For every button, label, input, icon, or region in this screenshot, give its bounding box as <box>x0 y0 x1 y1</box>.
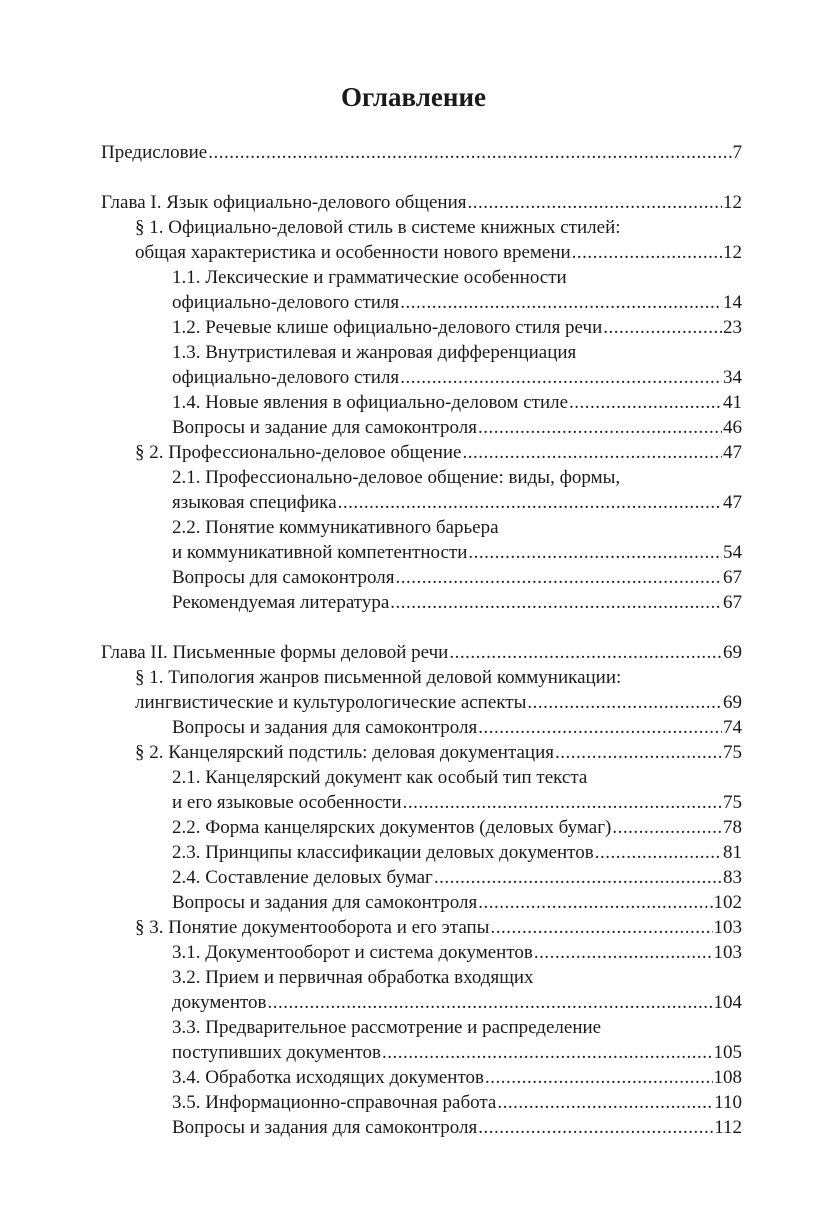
dot-leader <box>382 1040 712 1065</box>
toc-entry-title: и коммуникативной компетентности <box>172 542 468 563</box>
toc-entry-page-number: 74 <box>723 717 742 738</box>
dot-leader <box>468 540 722 565</box>
toc-entry-title: документов <box>172 992 267 1013</box>
toc-entry-page-number: 14 <box>723 292 742 313</box>
dot-leader <box>478 415 722 440</box>
toc-entry-title-line: § 1. Официально-деловой стиль в системе книжных стилей: <box>135 217 621 238</box>
toc-entry-page-number: 75 <box>723 742 742 763</box>
toc-entry-row <box>172 590 742 615</box>
toc-entry-title: 2.3. Принципы классификации деловых документов <box>172 842 594 863</box>
toc-entry-page-number: 12 <box>723 192 742 213</box>
toc-entry-row <box>172 715 742 740</box>
toc-entry-row <box>172 990 742 1015</box>
toc-entry-title: 3.5. Информационно-справочная работа <box>172 1092 497 1113</box>
toc-entry-page-number: 103 <box>713 942 742 963</box>
toc-entry-title: § 2. Канцелярский подстиль: деловая документация <box>135 742 554 763</box>
dot-leader <box>395 565 722 590</box>
toc-entry-page-number: 110 <box>714 1092 742 1113</box>
toc-entry-row <box>172 815 742 840</box>
toc-entry-page-number: 7 <box>732 142 742 163</box>
toc-entry-title: Глава II. Письменные формы деловой речи <box>101 642 449 663</box>
toc-entry-page-number: 112 <box>714 1117 742 1138</box>
toc-entry-title: Вопросы и задание для самоконтроля <box>172 417 477 438</box>
toc-entry[interactable] <box>101 190 742 215</box>
toc-entry[interactable] <box>172 840 742 865</box>
toc-entry-title: официально-делового стиля <box>172 292 400 313</box>
dot-leader <box>462 440 722 465</box>
dot-leader <box>478 1115 713 1140</box>
toc-entry-page-number: 34 <box>723 367 742 388</box>
toc-entry-page-number: 23 <box>723 317 742 338</box>
toc-entry-row <box>135 690 742 715</box>
toc-entry-page-number: 67 <box>723 567 742 588</box>
toc-entry-page-number: 69 <box>723 692 742 713</box>
toc-entry[interactable] <box>172 1115 742 1140</box>
toc-entry[interactable] <box>172 865 742 890</box>
dot-leader <box>467 190 722 215</box>
toc-entry[interactable] <box>172 1015 742 1065</box>
toc-entry[interactable] <box>172 1090 742 1115</box>
toc-entry-title-line: 1.3. Внутристилевая и жанровая дифференциация <box>172 342 577 363</box>
toc-entry-title: официально-делового стиля <box>172 367 400 388</box>
toc-entry[interactable] <box>172 390 742 415</box>
toc-entry-row <box>172 1115 742 1140</box>
toc-entry-page-number: 102 <box>713 892 742 913</box>
toc-entry-row <box>172 365 742 390</box>
toc-entry[interactable] <box>172 315 742 340</box>
dot-leader <box>527 690 722 715</box>
toc-entry-title: Глава I. Язык официально-делового общения <box>101 192 467 213</box>
toc-entry-row <box>172 290 742 315</box>
toc-entry[interactable] <box>172 765 742 815</box>
toc-entry[interactable] <box>135 915 742 940</box>
toc-entry-row <box>172 940 742 965</box>
toc-entry-title: поступивших документов <box>172 1042 382 1063</box>
toc-entry-title-line: 3.2. Прием и первичная обработка входящих <box>172 967 534 988</box>
toc-entry-row <box>172 315 742 340</box>
toc-entry-page-number: 104 <box>713 992 742 1013</box>
toc-entry-title-line: § 1. Типология жанров письменной деловой коммуникации: <box>135 667 622 688</box>
toc-entry[interactable] <box>172 515 742 565</box>
toc-entry[interactable] <box>135 440 742 465</box>
dot-leader <box>478 890 712 915</box>
toc-entry-row <box>135 440 742 465</box>
dot-leader <box>534 940 713 965</box>
dot-leader <box>478 715 722 740</box>
toc-entry-title: общая характеристика и особенности нового времени <box>135 242 571 263</box>
toc-entry-row <box>135 915 742 940</box>
toc-entry-page-number: 41 <box>723 392 742 413</box>
toc-entry-title: языковая специфика <box>172 492 337 513</box>
toc-entry-page-number: 78 <box>723 817 742 838</box>
toc-entry[interactable] <box>101 140 742 165</box>
toc-entry-title: Предисловие <box>101 142 208 163</box>
toc-entry[interactable] <box>135 215 742 265</box>
toc-entry-title: Рекомендуемая литература <box>172 592 390 613</box>
toc-entry[interactable] <box>135 665 742 715</box>
toc-entry[interactable] <box>172 965 742 1015</box>
dot-leader <box>569 390 722 415</box>
table-of-contents <box>101 140 742 1140</box>
dot-leader <box>268 990 713 1015</box>
dot-leader <box>449 640 722 665</box>
dot-leader <box>603 315 722 340</box>
toc-entry[interactable] <box>172 890 742 915</box>
toc-entry-title: 3.1. Документооборот и система документов <box>172 942 533 963</box>
dot-leader <box>485 1065 713 1090</box>
dot-leader <box>572 240 722 265</box>
toc-entry-title: 3.4. Обработка исходящих документов <box>172 1067 484 1088</box>
toc-entry[interactable] <box>172 265 742 315</box>
toc-entry-title: Вопросы для самоконтроля <box>172 567 395 588</box>
toc-entry-row <box>172 415 742 440</box>
toc-entry[interactable] <box>172 565 742 590</box>
toc-entry-row <box>101 190 742 215</box>
toc-entry-page-number: 12 <box>723 242 742 263</box>
toc-entry[interactable] <box>172 815 742 840</box>
toc-entry-title-line: 2.1. Профессионально-деловое общение: виды, формы, <box>172 467 621 488</box>
toc-entry-title-line: 2.2. Понятие коммуникативного барьера <box>172 517 499 538</box>
toc-entry-page-number: 69 <box>723 642 742 663</box>
toc-entry-row <box>172 890 742 915</box>
toc-entry-row <box>101 140 742 165</box>
toc-entry-title: 1.2. Речевые клише официально-делового стиля речи <box>172 317 603 338</box>
toc-entry-page-number: 46 <box>723 417 742 438</box>
toc-entry-title-line: 3.3. Предварительное рассмотрение и распределение <box>172 1017 602 1038</box>
toc-entry-row <box>172 1090 742 1115</box>
dot-leader <box>595 840 722 865</box>
toc-entry[interactable] <box>172 340 742 390</box>
toc-entry-row <box>135 740 742 765</box>
toc-entry-row <box>101 640 742 665</box>
dot-leader <box>390 590 722 615</box>
dot-leader <box>555 740 722 765</box>
toc-entry-page-number: 54 <box>723 542 742 563</box>
dot-leader <box>434 865 722 890</box>
toc-entry-title: 1.4. Новые явления в официально-деловом стиле <box>172 392 569 413</box>
toc-entry-page-number: 83 <box>723 867 742 888</box>
toc-entry[interactable] <box>172 415 742 440</box>
toc-entry-row <box>172 1040 742 1065</box>
toc-entry[interactable] <box>172 1065 742 1090</box>
dot-leader <box>400 365 722 390</box>
toc-entry-title: Вопросы и задания для самоконтроля <box>172 892 478 913</box>
toc-entry-row <box>172 865 742 890</box>
toc-entry-title: Вопросы и задания для самоконтроля <box>172 1117 478 1138</box>
toc-entry-page-number: 67 <box>723 592 742 613</box>
toc-entry[interactable] <box>172 715 742 740</box>
toc-entry-title: 2.2. Форма канцелярских документов (деловых бумаг) <box>172 817 612 838</box>
toc-entry-title: Вопросы и задания для самоконтроля <box>172 717 478 738</box>
toc-entry-row <box>172 390 742 415</box>
toc-entry-page-number: 47 <box>723 442 742 463</box>
toc-entry[interactable] <box>135 740 742 765</box>
toc-entry-page-number: 81 <box>723 842 742 863</box>
dot-leader <box>612 815 722 840</box>
toc-entry-page-number: 47 <box>723 492 742 513</box>
page-title: Оглавление <box>341 82 486 112</box>
toc-entry-page-number: 75 <box>723 792 742 813</box>
toc-entry[interactable] <box>172 940 742 965</box>
dot-leader <box>403 790 722 815</box>
toc-entry-title: лингвистические и культурологические аспекты <box>135 692 527 713</box>
toc-entry-row <box>172 840 742 865</box>
toc-entry-title: § 2. Профессионально-деловое общение <box>135 442 462 463</box>
dot-leader <box>400 290 722 315</box>
toc-entry[interactable] <box>101 640 742 665</box>
toc-entry-row <box>172 490 742 515</box>
toc-entry-title-line: 1.1. Лексические и грамматические особенности <box>172 267 567 288</box>
toc-entry-row <box>172 1065 742 1090</box>
toc-entry-page-number: 103 <box>713 917 742 938</box>
toc-entry-title: § 3. Понятие документооборота и его этапы <box>135 917 490 938</box>
toc-entry-title-line: 2.1. Канцелярский документ как особый тип текста <box>172 767 588 788</box>
toc-entry-page-number: 108 <box>713 1067 742 1088</box>
dot-leader <box>338 490 722 515</box>
toc-entry[interactable] <box>172 465 742 515</box>
toc-entry-row <box>135 240 742 265</box>
toc-entry-page-number: 105 <box>713 1042 742 1063</box>
dot-leader <box>497 1090 713 1115</box>
toc-entry-row <box>172 790 742 815</box>
dot-leader <box>208 140 731 165</box>
toc-entry-row <box>172 540 742 565</box>
toc-entry[interactable] <box>172 590 742 615</box>
toc-entry-row <box>172 565 742 590</box>
dot-leader <box>490 915 712 940</box>
toc-entry-title: и его языковые особенности <box>172 792 402 813</box>
toc-entry-title: 2.4. Составление деловых бумаг <box>172 867 433 888</box>
